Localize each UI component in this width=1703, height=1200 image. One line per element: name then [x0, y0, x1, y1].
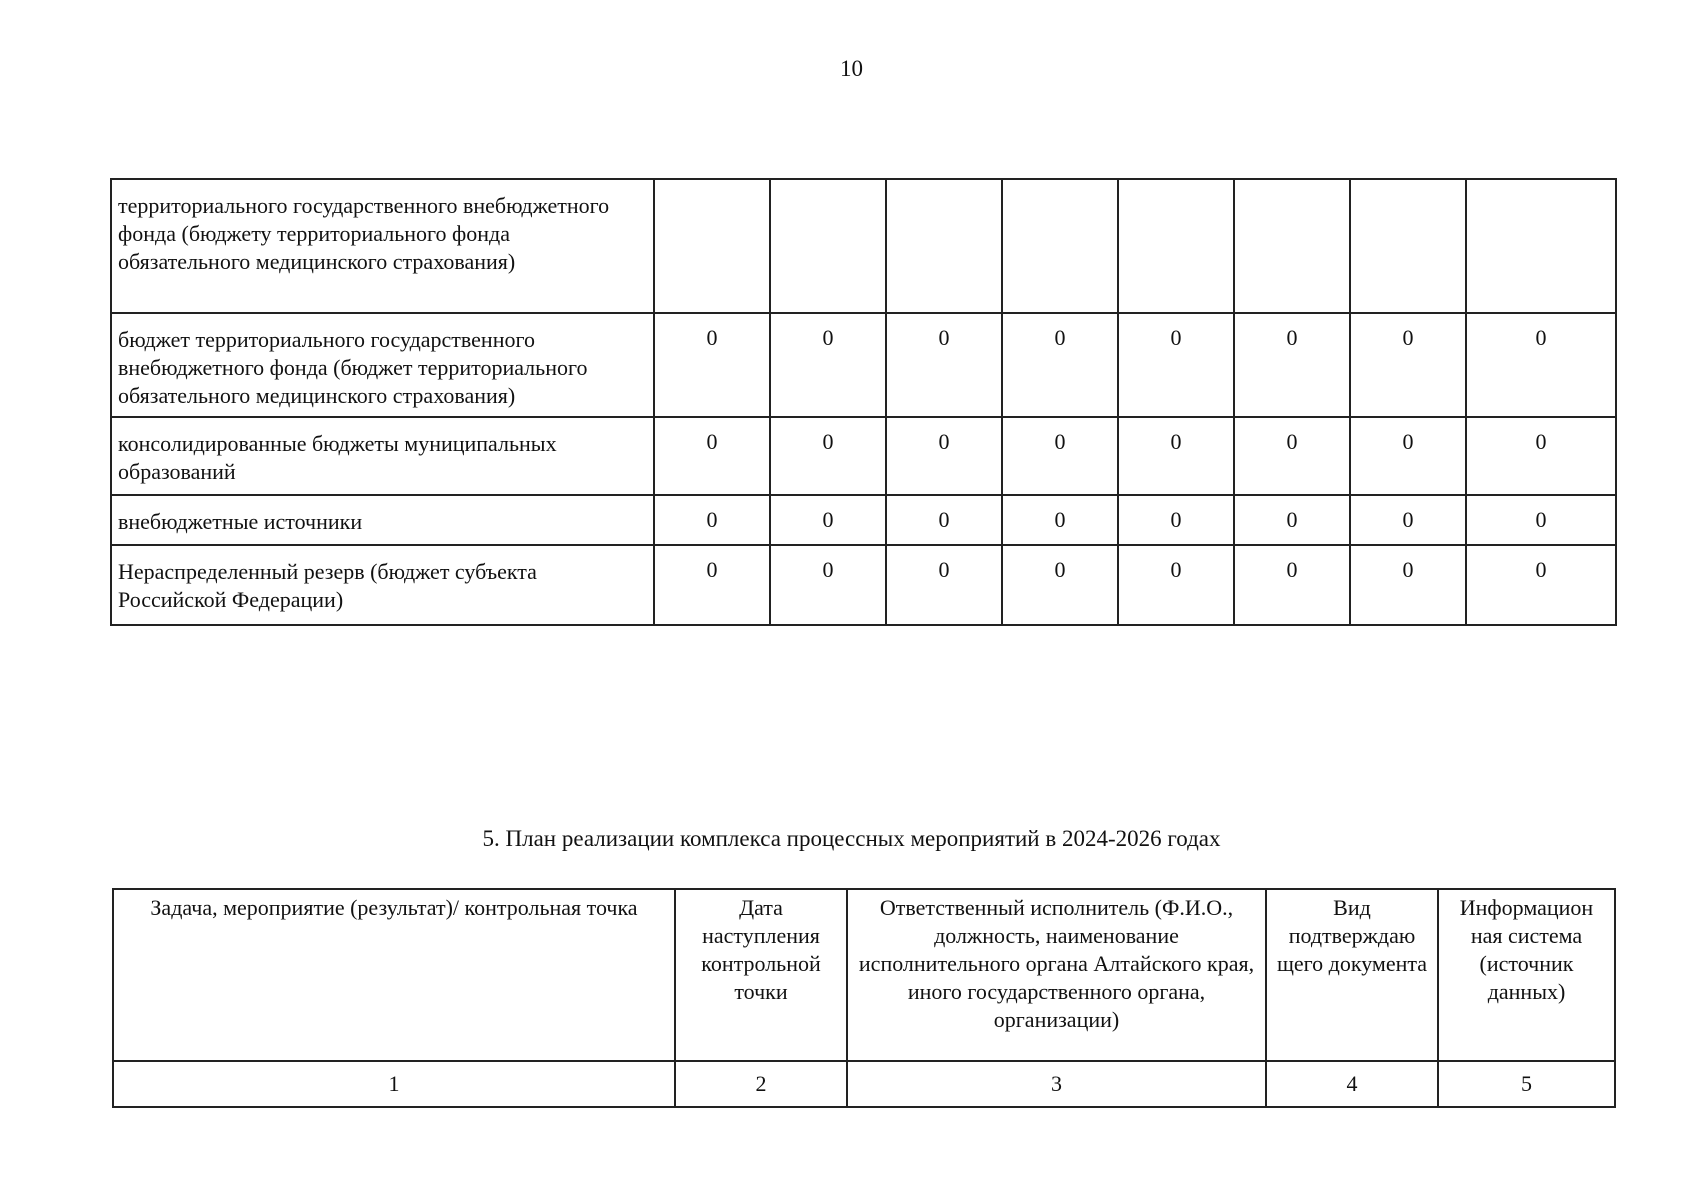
page-number: 10 [840, 56, 863, 81]
funding-row-label: Нераспределенный резерв (бюджет субъекта Российской Федерации) [111, 545, 654, 625]
funding-value-cell: 0 [1234, 495, 1350, 545]
column-number: 2 [675, 1061, 847, 1107]
funding-value-cell: 0 [886, 495, 1002, 545]
funding-row-label: бюджет территориального государственного внебюджетного фонда (бюджет территориального обязательного медицинского страхования) [111, 313, 654, 417]
funding-value-cell: 0 [1350, 313, 1466, 417]
funding-table [110, 178, 1617, 626]
funding-value-cell [1350, 179, 1466, 313]
funding-value-cell: 0 [1118, 495, 1234, 545]
funding-value-cell: 0 [1002, 313, 1118, 417]
funding-value-cell [1118, 179, 1234, 313]
funding-value-cell: 0 [1234, 417, 1350, 495]
funding-value-cell: 0 [1350, 417, 1466, 495]
funding-row-label: территориального государственного внебюджетного фонда (бюджету территориального фонда обязательного медицинского страхования) [111, 179, 654, 313]
funding-value-cell [1466, 179, 1616, 313]
funding-row-label: внебюджетные источники [111, 495, 654, 545]
funding-row [111, 179, 1616, 313]
header-date: Дата наступления контрольной точки [675, 889, 847, 1061]
funding-value-cell: 0 [886, 313, 1002, 417]
funding-row [111, 495, 1616, 545]
column-number: 3 [847, 1061, 1266, 1107]
funding-value-cell: 0 [654, 495, 770, 545]
column-number: 4 [1266, 1061, 1438, 1107]
plan-table [112, 888, 1616, 1108]
plan-column-numbers-row [113, 1061, 1615, 1107]
funding-value-cell: 0 [1350, 495, 1466, 545]
funding-value-cell: 0 [1002, 495, 1118, 545]
funding-value-cell: 0 [1350, 545, 1466, 625]
funding-value-cell: 0 [886, 417, 1002, 495]
section-title: 5. План реализации комплекса процессных мероприятий в 2024-2026 годах [482, 826, 1221, 851]
header-document-type: Вид подтверждаю щего документа [1266, 889, 1438, 1061]
funding-value-cell: 0 [1118, 545, 1234, 625]
funding-value-cell [1234, 179, 1350, 313]
funding-value-cell: 0 [1002, 417, 1118, 495]
funding-value-cell: 0 [886, 545, 1002, 625]
funding-row [111, 417, 1616, 495]
funding-value-cell: 0 [1002, 545, 1118, 625]
funding-value-cell: 0 [1234, 545, 1350, 625]
funding-value-cell: 0 [1466, 545, 1616, 625]
funding-value-cell: 0 [770, 313, 886, 417]
plan-header-row [113, 889, 1615, 1061]
funding-value-cell: 0 [1118, 417, 1234, 495]
column-number: 5 [1438, 1061, 1615, 1107]
funding-value-cell [1002, 179, 1118, 313]
funding-value-cell: 0 [1466, 417, 1616, 495]
funding-row [111, 313, 1616, 417]
funding-value-cell [886, 179, 1002, 313]
funding-value-cell: 0 [770, 495, 886, 545]
column-number: 1 [113, 1061, 675, 1107]
funding-value-cell [770, 179, 886, 313]
funding-value-cell: 0 [770, 545, 886, 625]
funding-value-cell: 0 [654, 417, 770, 495]
funding-value-cell [654, 179, 770, 313]
funding-row [111, 545, 1616, 625]
funding-value-cell: 0 [770, 417, 886, 495]
funding-value-cell: 0 [654, 545, 770, 625]
header-information-system: Информацион ная система (источник данных) [1438, 889, 1615, 1061]
funding-value-cell: 0 [1466, 313, 1616, 417]
funding-value-cell: 0 [1466, 495, 1616, 545]
header-responsible: Ответственный исполнитель (Ф.И.О., должность, наименование исполнительного органа Алтайского края, иного государственного органа, организации) [847, 889, 1266, 1061]
funding-row-label: консолидированные бюджеты муниципальных образований [111, 417, 654, 495]
funding-value-cell: 0 [1118, 313, 1234, 417]
header-task: Задача, мероприятие (результат)/ контрольная точка [113, 889, 675, 1061]
funding-value-cell: 0 [654, 313, 770, 417]
funding-value-cell: 0 [1234, 313, 1350, 417]
